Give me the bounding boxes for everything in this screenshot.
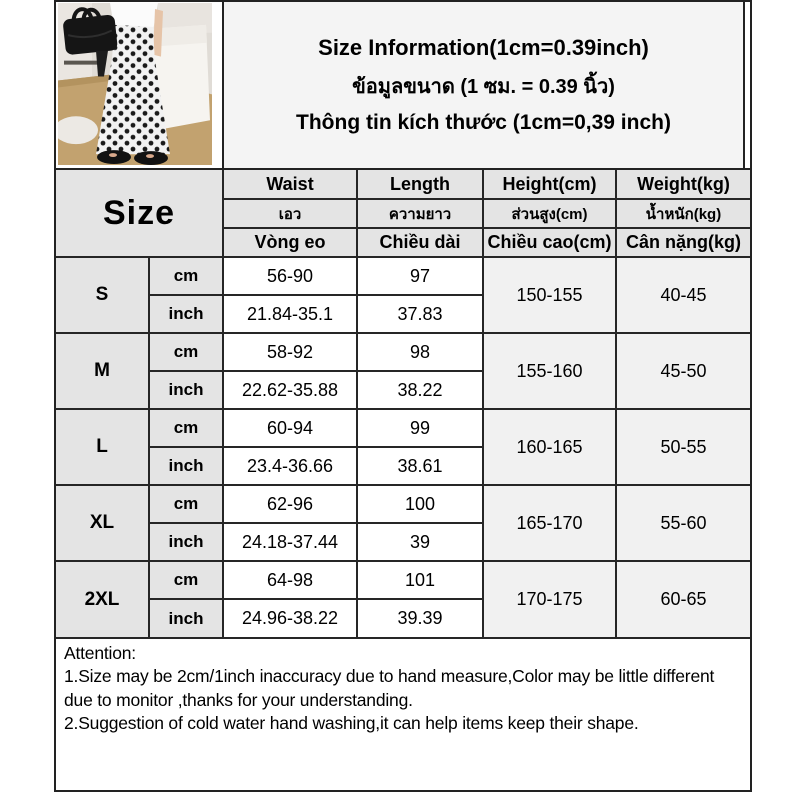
unit-inch-label: inch bbox=[149, 599, 223, 637]
size-table bbox=[56, 170, 750, 637]
photo-left-sandal bbox=[97, 150, 131, 164]
waist-header-th: เอว bbox=[223, 199, 357, 228]
unit-inch-label: inch bbox=[149, 371, 223, 409]
2xl-waist-cm: 64-98 bbox=[223, 561, 357, 599]
size-chart-sheet bbox=[54, 0, 752, 792]
product-photo-illustration bbox=[58, 3, 212, 165]
unit-cm-label: cm bbox=[149, 409, 223, 447]
size-xl-label: XL bbox=[56, 485, 149, 561]
unit-cm-label: cm bbox=[149, 485, 223, 523]
height-header-vi: Chiều cao(cm) bbox=[483, 228, 616, 257]
photo-right-sandal bbox=[134, 151, 168, 165]
header-row-english bbox=[56, 170, 750, 199]
s-length-cm: 97 bbox=[357, 257, 483, 295]
weight-header-vi: Cân nặng(kg) bbox=[616, 228, 750, 257]
attention-notes bbox=[56, 637, 750, 790]
xl-waist-cm: 62-96 bbox=[223, 485, 357, 523]
s-weight: 40-45 bbox=[616, 257, 750, 333]
xl-height: 165-170 bbox=[483, 485, 616, 561]
2xl-length-cm: 101 bbox=[357, 561, 483, 599]
size-s-label: S bbox=[56, 257, 149, 333]
title-panel bbox=[222, 2, 745, 168]
s-waist-cm: 56-90 bbox=[223, 257, 357, 295]
l-waist-inch: 23.4-36.66 bbox=[223, 447, 357, 485]
unit-cm-label: cm bbox=[149, 561, 223, 599]
size-m-label: M bbox=[56, 333, 149, 409]
length-header-vi: Chiều dài bbox=[357, 228, 483, 257]
l-waist-cm: 60-94 bbox=[223, 409, 357, 447]
product-photo bbox=[56, 2, 222, 168]
xl-length-inch: 39 bbox=[357, 523, 483, 561]
waist-header-vi: Vòng eo bbox=[223, 228, 357, 257]
photo-left-toes bbox=[109, 153, 117, 157]
l-length-inch: 38.61 bbox=[357, 447, 483, 485]
length-header-en: Length bbox=[357, 170, 483, 199]
attention-note-1: 1.Size may be 2cm/1inch inaccuracy due to hand measure,Color may be little different due to monitor ,thanks for your understanding. bbox=[64, 666, 715, 710]
unit-inch-label: inch bbox=[149, 523, 223, 561]
size-2xl-label: 2XL bbox=[56, 561, 149, 637]
s-length-inch: 37.83 bbox=[357, 295, 483, 333]
2xl-weight: 60-65 bbox=[616, 561, 750, 637]
l-height: 160-165 bbox=[483, 409, 616, 485]
table-row bbox=[56, 333, 750, 371]
attention-note-2: 2.Suggestion of cold water hand washing,it can help items keep their shape. bbox=[64, 712, 639, 733]
2xl-height: 170-175 bbox=[483, 561, 616, 637]
unit-cm-label: cm bbox=[149, 333, 223, 371]
photo-pants-hips bbox=[112, 25, 155, 63]
title-thai: ข้อมูลขนาด (1 ซม. = 0.39 นิ้ว) bbox=[352, 76, 615, 98]
m-waist-cm: 58-92 bbox=[223, 333, 357, 371]
title-vietnamese: Thông tin kích thước (1cm=0,39 inch) bbox=[296, 111, 671, 134]
xl-waist-inch: 24.18-37.44 bbox=[223, 523, 357, 561]
xl-weight: 55-60 bbox=[616, 485, 750, 561]
waist-header-en: Waist bbox=[223, 170, 357, 199]
m-length-inch: 38.22 bbox=[357, 371, 483, 409]
unit-inch-label: inch bbox=[149, 295, 223, 333]
table-row bbox=[56, 561, 750, 599]
unit-inch-label: inch bbox=[149, 447, 223, 485]
table-row bbox=[56, 485, 750, 523]
table-row bbox=[56, 257, 750, 295]
m-waist-inch: 22.62-35.88 bbox=[223, 371, 357, 409]
photo-shelf-bar bbox=[64, 61, 98, 65]
header-section bbox=[56, 2, 750, 170]
attention-heading: Attention: bbox=[64, 643, 136, 663]
xl-length-cm: 100 bbox=[357, 485, 483, 523]
size-l-label: L bbox=[56, 409, 149, 485]
m-length-cm: 98 bbox=[357, 333, 483, 371]
s-height: 150-155 bbox=[483, 257, 616, 333]
m-weight: 45-50 bbox=[616, 333, 750, 409]
title-english: Size Information(1cm=0.39inch) bbox=[318, 35, 649, 60]
l-length-cm: 99 bbox=[357, 409, 483, 447]
m-height: 155-160 bbox=[483, 333, 616, 409]
unit-cm-label: cm bbox=[149, 257, 223, 295]
height-header-en: Height(cm) bbox=[483, 170, 616, 199]
s-waist-inch: 21.84-35.1 bbox=[223, 295, 357, 333]
photo-right-toes bbox=[146, 154, 154, 158]
2xl-length-inch: 39.39 bbox=[357, 599, 483, 637]
length-header-th: ความยาว bbox=[357, 199, 483, 228]
2xl-waist-inch: 24.96-38.22 bbox=[223, 599, 357, 637]
size-column-header: Size bbox=[56, 170, 223, 257]
height-header-th: ส่วนสูง(cm) bbox=[483, 199, 616, 228]
l-weight: 50-55 bbox=[616, 409, 750, 485]
weight-header-en: Weight(kg) bbox=[616, 170, 750, 199]
weight-header-th: น้ำหนัก(kg) bbox=[616, 199, 750, 228]
table-row bbox=[56, 409, 750, 447]
